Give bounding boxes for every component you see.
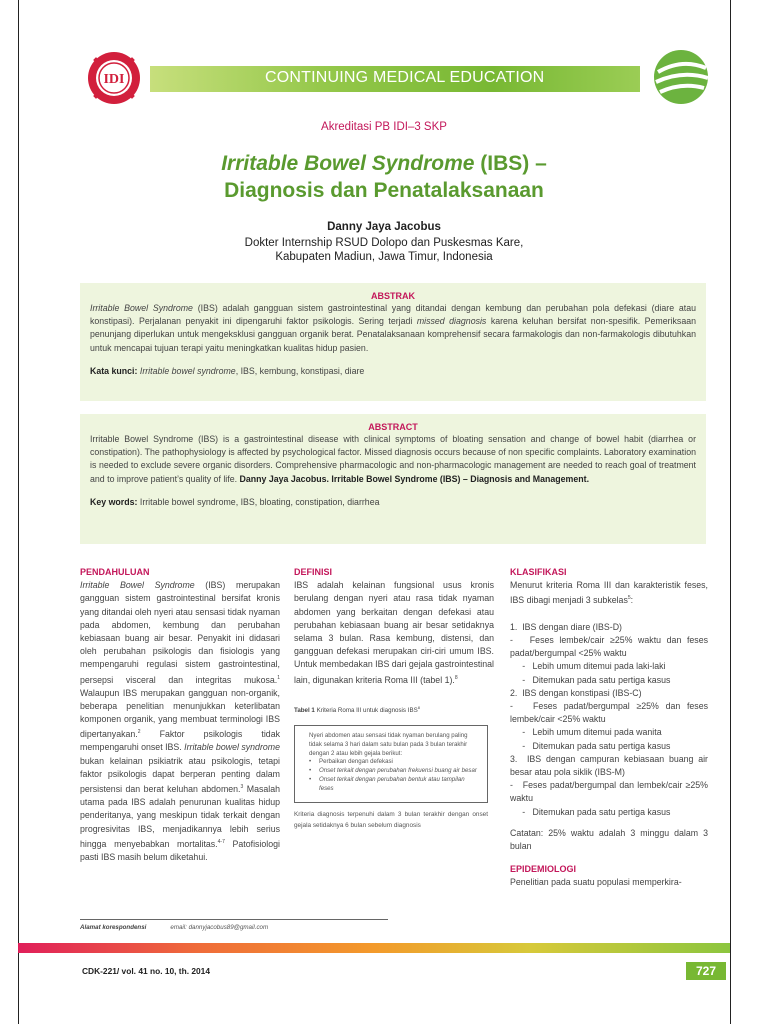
cdk-globe-logo [652,48,710,106]
abstrak-mid: missed diagnosis [416,316,487,327]
table-caption-label: Tabel 1 [294,706,315,714]
title-italic: Irritable Bowel Syndrome [221,152,475,175]
author-affiliation [0,236,768,264]
kata-kunci-label: Kata kunci: [90,365,140,376]
pendahuluan-t3: Faktor psikologis tidak mempengaruhi onset IBS. [80,729,280,753]
table-caption-sup: 8 [417,704,420,710]
epidemiologi-text: Penelitian pada suatu populasi memperkira- [510,877,682,888]
pendahuluan-mid: Irritable bowel syndrome [184,742,280,753]
key-words-rest: Irritable bowel syndrome, IBS, bloating, constipation, diarrhea [139,496,380,507]
list-item: - Ditemukan pada satu pertiga kasus [510,806,671,817]
definisi-heading: DEFINISI [294,567,333,577]
correspondence-email: email: dannyjacobus89@gmail.com [170,924,269,931]
ref-sup-4: 4-7 [217,838,225,845]
table-caption [294,701,494,717]
pendahuluan-t6: Patofisiologi pasti IBS masih belum diketahui. [80,838,280,862]
klasifikasi-note: Catatan: 25% waktu adalah 3 minggu dalam 3 bulan [510,827,708,851]
table-criterion: • Onset terkait dengan perubahan frekuensi buang air besar [309,767,477,776]
journal-citation: CDK-221/ vol. 41 no. 10, th. 2014 [82,966,211,976]
table-caption-text: Kriteria Roma III untuk diagnosis IBS [314,706,418,714]
page-number: 727 [686,962,726,980]
abstrak-box [80,283,706,401]
list-item: - Lebih umum ditemui pada laki-laki [510,661,666,672]
pendahuluan-text [80,579,280,864]
table-note: Kriteria diagnosis terpenuhi dalam 3 bulan terakhir dengan onset gejala setidaknya 6 bulan sebelum diagnosis [294,810,488,829]
abstrak-keywords [90,366,696,376]
table-criterion: • Perbaikan dengan defekasi [309,758,477,767]
abstrak-text-1: (IBS) adalah gangguan sistem gastrointestinal yang ditandai dengan kembung dan perubahan pola defekasi (diare atau konstipasi). Perjalanan penyakit ini dipengaruhi faktor psikologis. Sering terjadi [90,303,696,327]
abstract-body: Irritable Bowel Syndrome (IBS) is a gastrointestinal disease with clinical symptoms of bloating sensation and change of bowel habit (diarrhea or constipation). The pathophysiology is affected by psychological factor. Missed diagnosis occurs because of non specific complaints. Laboratory examination is needed to exclude severe organic disorders. Comprehensive pharmacologic and non-pharmacologic management are needed to reach goal of treatment and to improve patient’s quality of life. [90,434,696,484]
idi-logo [86,50,142,106]
footer-gradient-bar [18,943,730,953]
definisi-sup: 8 [454,674,458,681]
accreditation-label: Akreditasi PB IDI–3 SKP [321,121,447,133]
klasifikasi-intro-text: Menurut kriteria Roma III dan karakteristik feses, IBS dibagi menjadi 3 subkelas [510,580,708,606]
list-item: - Feses padat/bergumpal dan lembek/cair ≥25% waktu [510,780,711,804]
kata-kunci-rest: , IBS, kembung, konstipasi, diare [235,365,365,376]
klasifikasi-intro [510,579,708,607]
pendahuluan-t4: bukan kelainan psikiatrik atau psikologis, tetapi faktor psikologis dapat berperan penting dalam persistensi dan berat keluhan abdomen. [80,755,280,795]
column-klasifikasi [510,566,711,890]
ref-sup-3: 3 [240,784,244,791]
table-criteria-list [309,758,477,793]
pendahuluan-t5: Masalah utama pada IBS adalah penurunan kualitas hidup penderitanya, yang meskipun tidak terkait dengan progresivitas IBS, menjadikannya lebih serius hingga menyebabkan mortalitas. [80,784,280,849]
roma-iii-table [294,725,488,803]
abstrak-heading: ABSTRAK [371,291,415,301]
author-name: Danny Jaya Jacobus [327,221,441,233]
correspondence [80,919,388,931]
list-item: - Lebih umum ditemui pada wanita [510,727,662,738]
epidemiologi-heading: EPIDEMIOLOGI [510,864,577,875]
kata-kunci-italic: Irritable bowel syndrome [139,365,236,376]
ref-sup-1: 1 [277,674,280,681]
ref-sup-2: 2 [137,729,141,736]
column-pendahuluan [80,566,280,864]
pendahuluan-heading: PENDAHULUAN [80,567,150,577]
column-definisi [294,566,494,831]
list-item: - Feses lembek/cair ≥25% waktu dan feses padat/bergumpal <25% waktu [510,634,711,659]
list-item: 1. IBS dengan diare (IBS-D) [510,621,622,632]
pendahuluan-lead: Irritable Bowel Syndrome [80,580,195,591]
affiliation-line1: Dokter Internship RSUD Dolopo dan Puskesmas Kare, [244,237,524,249]
abstract-citation: Danny Jaya Jacobus. Irritable Bowel Syndrome (IBS) – Diagnosis and Management. [239,473,590,484]
table-criterion: • Onset terkait dengan perubahan bentuk atau tampilan feses [309,776,477,794]
abstract-keywords [90,497,696,507]
klasifikasi-sup: 5 [627,595,631,602]
abstract-heading: ABSTRACT [368,422,418,432]
table-intro: Nyeri abdomen atau sensasi tidak nyaman berulang paling tidak selama 3 hari dalam satu bulan pada 3 bulan terakhir dengan 2 atau lebih gejala berikut: [309,732,468,757]
pendahuluan-t2: Walaupun IBS merupakan gangguan non-organik, beberapa penelitian menunjukkan keterlibatan komponen organik, yang membuat terminologi IBS dipertanyakan. [80,687,280,740]
abstract-box [80,414,706,544]
list-item: - Ditemukan pada satu pertiga kasus [510,740,671,751]
affiliation-line2: Kabupaten Madiun, Jawa Timur, Indonesia [275,251,493,263]
abstrak-text [90,302,696,355]
klasifikasi-intro-end: : [630,595,634,606]
header-banner [150,66,640,92]
klasifikasi-list [510,608,711,819]
abstract-text [90,433,696,486]
abstrak-text-2: karena keluhan bersifat non-spesifik. Pemeriksaan penunjang diperlukan untuk mengeksklusi gangguan organik berat. Penatalaksanaan komprehensif secara farmakologis dan non-farmakologis dibutuhkan untuk mencapai tujuan terapi yaitu meningkatkan kualitas hidup pasien. [90,316,696,353]
correspondence-label: Alamat korespondensi [80,924,147,931]
title-line2: Diagnosis dan Penatalaksanaan [224,179,544,202]
list-item: 2. IBS dengan konstipasi (IBS-C) [510,687,642,698]
definisi-text [294,579,494,687]
idi-logo-text: IDI [103,72,125,87]
list-item: 3. IBS dengan campuran kebiasaan buang air besar atau pola siklik (IBS-M) [510,753,711,777]
article-title [0,150,768,204]
title-rest: (IBS) – [474,152,547,175]
key-words-label: Key words: [90,496,140,507]
pendahuluan-t1: (IBS) merupakan gangguan sistem gastrointestinal bersifat kronis yang ditandai oleh nyeri atau sensasi tidak nyaman pada abdomen, kembung dan perubahan kebiasaan buang air besar. Penyakit ini didasari oleh perubahan psikologis dan fisiologis yang mempengaruhi regulasi sistem gastrointestinal, persepsi visceral dan integritas mukosa. [80,580,280,685]
definisi-body: IBS adalah kelainan fungsional usus kronis berulang dengan nyeri atau rasa tidak nyaman abdomen yang berkaitan dengan defekasi atau perubahan kebiasaan buang air besar setidaknya selama 3 bulan. Rasa kembung, distensi, dan gangguan defekasi merupakan ciri-ciri umum IBS. Untuk membedakan IBS dari gejala gastrointestinal lain, digunakan kriteria Roma III (tabel 1). [294,580,494,685]
banner-title: CONTINUING MEDICAL EDUCATION [265,69,545,86]
list-item: - Feses padat/bergumpal ≥25% dan feses lembek/cair <25% waktu [510,700,711,725]
list-item: - Ditemukan pada satu pertiga kasus [510,674,671,685]
klasifikasi-heading: KLASIFIKASI [510,567,567,577]
abstrak-lead: Irritable Bowel Syndrome [90,303,193,313]
